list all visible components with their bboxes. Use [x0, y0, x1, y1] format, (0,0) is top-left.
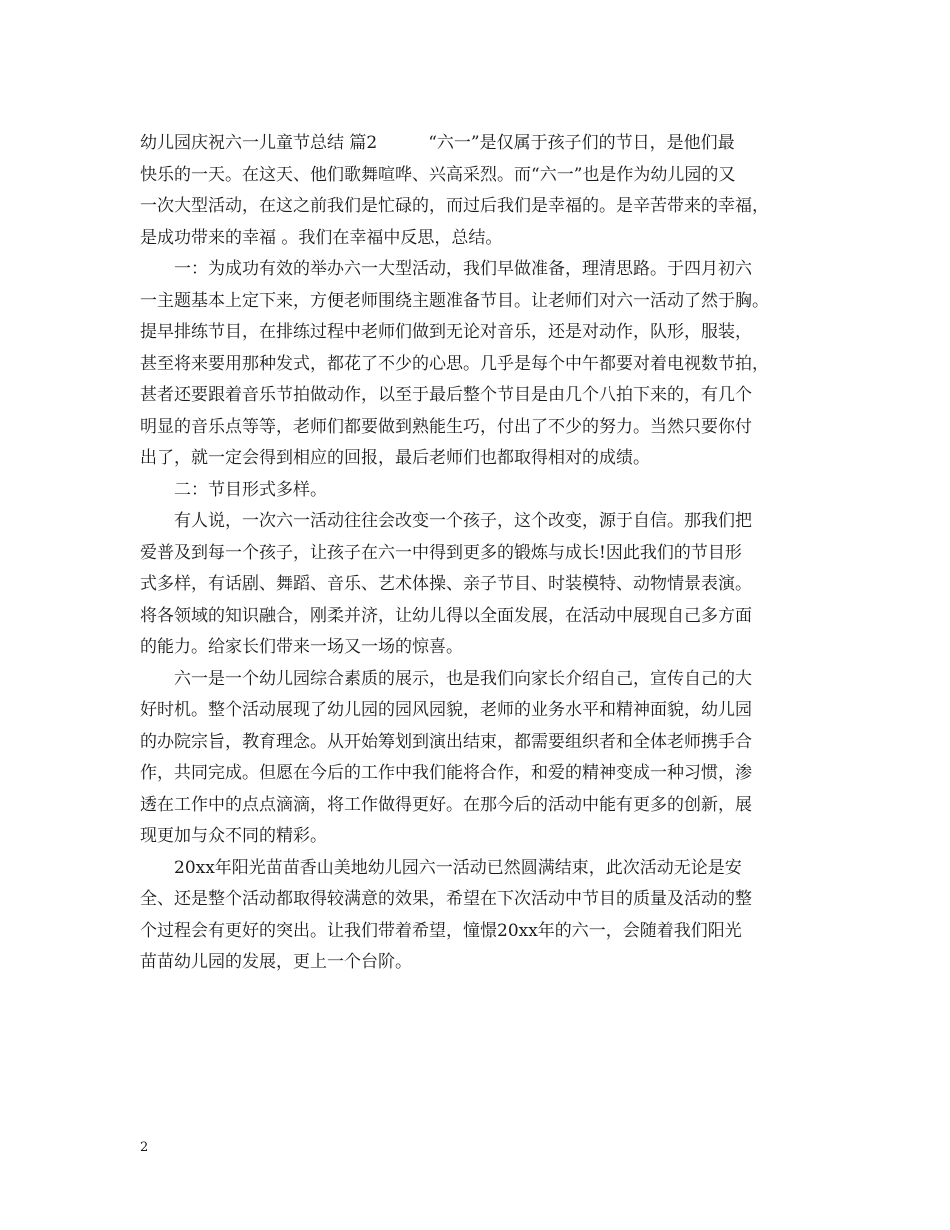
text-line: 苗苗幼儿园的发展，更上一个台阶。: [140, 952, 412, 972]
text-line: 提早排练节目，在排练过程中老师们做到无论对音乐，还是对动作，队形，服装，: [140, 322, 752, 342]
text-line: 快乐的一天。在这天、他们歌舞喧哗、兴高采烈。而“六一”也是作为幼儿园的又: [140, 164, 736, 185]
text-line: 20xx年阳光苗苗香山美地幼儿园六一活动已然圆满结束，此次活动无论是安: [174, 857, 742, 878]
text-line: 爱普及到每一个孩子，让孩子在六一中得到更多的锻炼与成长!因此我们的节目形: [140, 542, 742, 563]
text-line: 明显的音乐点等等，老师们都要做到熟能生巧，付出了不少的努力。当然只要你付: [140, 416, 752, 437]
text-line-title: 幼儿园庆祝六一儿童节总结 篇2 “六一”是仅属于孩子们的节日，是他们最: [140, 133, 735, 153]
text-line: 出了，就一定会得到相应的回报，最后老师们也都取得相对的成绩。: [140, 448, 650, 468]
text-line: 作，共同完成。但愿在今后的工作中我们能将合作，和爱的精神变成一种习惯，渗: [140, 763, 752, 783]
text-line: 个过程会有更好的突出。让我们带着希望，憧憬20xx年的六一，会随着我们阳光: [140, 920, 742, 941]
page-number: 2: [140, 1140, 149, 1155]
text-line: 一主题基本上定下来，方便老师围绕主题准备节目。让老师们对六一活动了然于胸。: [140, 290, 769, 311]
text-line: 全、还是整个活动都取得较满意的效果，希望在下次活动中节目的质量及活动的整: [140, 889, 752, 909]
text-line: 的办院宗旨，教育理念。从开始筹划到演出结束，都需要组织者和全体老师携手合: [140, 731, 752, 752]
text-line: 是成功带来的幸福 。我们在幸福中反思，总结。: [140, 227, 503, 248]
text-line: 好时机。整个活动展现了幼儿园的园风园貌，老师的业务水平和精神面貌，幼儿园: [140, 700, 752, 720]
text-line: 现更加与众不同的精彩。: [140, 826, 327, 846]
body-text: [140, 128, 820, 979]
text-line: 透在工作中的点点滴滴，将工作做得更好。在那今后的活动中能有更多的创新，展: [140, 794, 752, 815]
text-line: 甚者还要跟着音乐节拍做动作，以至于最后整个节目是由几个八拍下来的，有几个: [140, 385, 752, 405]
text-line-section-one: 一：为成功有效的举办六一大型活动，我们早做准备，理清思路。于四月初六: [174, 259, 752, 279]
text-line: 六一是一个幼儿园综合素质的展示，也是我们向家长介绍自己，宣传自己的大: [174, 668, 752, 689]
text-line: 一次大型活动，在这之前我们是忙碌的，而过后我们是幸福的。是辛苦带来的幸福，: [140, 196, 769, 216]
text-line: 的能力。给家长们带来一场又一场的惊喜。: [140, 637, 463, 657]
text-line: 式多样，有话剧、舞蹈、音乐、艺术体操、亲子节目、时装模特、动物情景表演。: [140, 574, 752, 594]
text-line: 有人说，一次六一活动往往会改变一个孩子，这个改变，源于自信。那我们把: [174, 511, 752, 531]
text-line-section-two: 二：节目形式多样。: [174, 479, 327, 500]
text-line: 甚至将来要用那种发式，都花了不少的心思。几乎是每个中午都要对着电视数节拍，: [140, 353, 769, 374]
text-line: 将各领域的知识融合，刚柔并济，让幼儿得以全面发展，在活动中展现自己多方面: [140, 605, 752, 626]
